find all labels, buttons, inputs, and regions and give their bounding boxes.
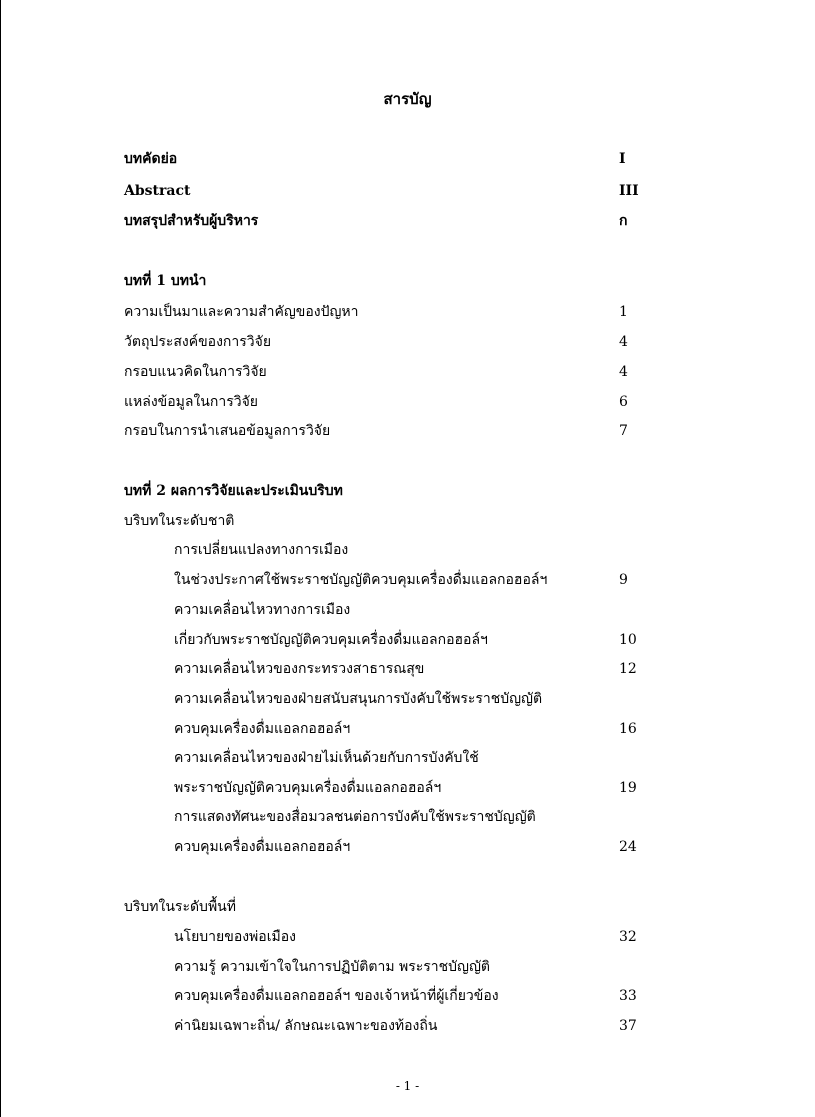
section-heading-label: บริบทในระดับชาติ (124, 513, 235, 529)
toc-entry-page: 1 (619, 304, 628, 320)
toc-line-label: ควบคุมเครื่องดื่มแอลกอฮอล์ฯ ของเจ้าหน้าที่ผู้เกี่ยวข้อง (174, 988, 499, 1004)
toc-line-page: 9 (619, 572, 628, 588)
toc-line-page: 32 (619, 929, 637, 945)
toc-entry-label: ความเป็นมาและความสำคัญของปัญหา (124, 304, 359, 320)
toc-entry-label: แหล่งข้อมูลในการวิจัย (124, 394, 258, 410)
toc-entry-label: วัตถุประสงค์ของการวิจัย (124, 334, 272, 350)
toc-line-label: นโยบายของพ่อเมือง (174, 929, 296, 945)
section-heading-label: บริบทในระดับพื้นที่ (124, 899, 236, 915)
toc-line-page: 16 (619, 721, 637, 737)
toc-line-label: การเปลี่ยนแปลงทางการเมือง (174, 542, 349, 558)
toc-entry-page: III (619, 183, 639, 199)
page-title: สารบัญ (383, 90, 432, 108)
toc-entry-page: 6 (619, 394, 628, 410)
toc-entry-label: กรอบในการนำเสนอข้อมูลการวิจัย (124, 423, 331, 439)
toc-line-page: 24 (619, 839, 637, 855)
chapter-heading-label: บทที่ 1 บทนำ (124, 273, 207, 289)
toc-entry-label: บทคัดย่อ (124, 151, 178, 167)
toc-line-label: ควบคุมเครื่องดื่มแอลกอฮอล์ฯ (174, 721, 351, 737)
toc-entry-page: I (619, 151, 626, 167)
toc-line-label: การแสดงทัศนะของสื่อมวลชนต่อการบังคับใช้พระราชบัญญัติ (174, 809, 536, 825)
toc-entry-page: ก (619, 213, 628, 229)
toc-line-label: ค่านิยมเฉพาะถิ่น/ ลักษณะเฉพาะของท้องถิ่น (174, 1018, 438, 1034)
toc-line-label: เกี่ยวกับพระราชบัญญัติควบคุมเครื่องดื่มแอลกอฮอล์ฯ (174, 632, 488, 648)
toc-line-page: 33 (619, 988, 637, 1004)
toc-entry-label: บทสรุปสำหรับผู้บริหาร (124, 213, 259, 229)
chapter-heading-label: บทที่ 2 ผลการวิจัยและประเมินบริบท (124, 483, 343, 499)
toc-line-label: ความเคลื่อนไหวของฝ่ายสนับสนุนการบังคับใช้พระราชบัญญัติ (174, 691, 543, 707)
toc-line-label: พระราชบัญญัติควบคุมเครื่องดื่มแอลกอฮอล์ฯ (174, 780, 442, 796)
toc-entry-label: กรอบแนวคิดในการวิจัย (124, 364, 267, 380)
toc-line-page: 10 (619, 632, 637, 648)
toc-entry-page: 4 (619, 334, 628, 350)
toc-entry-page: 4 (619, 364, 628, 380)
toc-line-label: ความเคลื่อนไหวของฝ่ายไม่เห็นด้วยกับการบังคับใช้ (174, 750, 479, 766)
toc-line-page: 19 (619, 780, 637, 796)
toc-line-label: ควบคุมเครื่องดื่มแอลกอฮอล์ฯ (174, 839, 351, 855)
toc-entry-page: 7 (619, 423, 628, 439)
toc-line-page: 12 (619, 661, 637, 677)
toc-line-label: ความรู้ ความเข้าใจในการปฏิบัติตาม พระราชบัญญัติ (174, 959, 491, 975)
page-number: - 1 - (395, 1079, 420, 1093)
toc-line-label: ความเคลื่อนไหวทางการเมือง (174, 602, 351, 618)
page-left-border (0, 0, 1, 1117)
toc-line-label: ในช่วงประกาศใช้พระราชบัญญัติควบคุมเครื่องดื่มแอลกอฮอล์ฯ (174, 572, 548, 588)
toc-entry-label: Abstract (124, 183, 191, 199)
toc-line-label: ความเคลื่อนไหวของกระทรวงสาธารณสุข (174, 661, 425, 677)
toc-line-page: 37 (619, 1018, 637, 1034)
